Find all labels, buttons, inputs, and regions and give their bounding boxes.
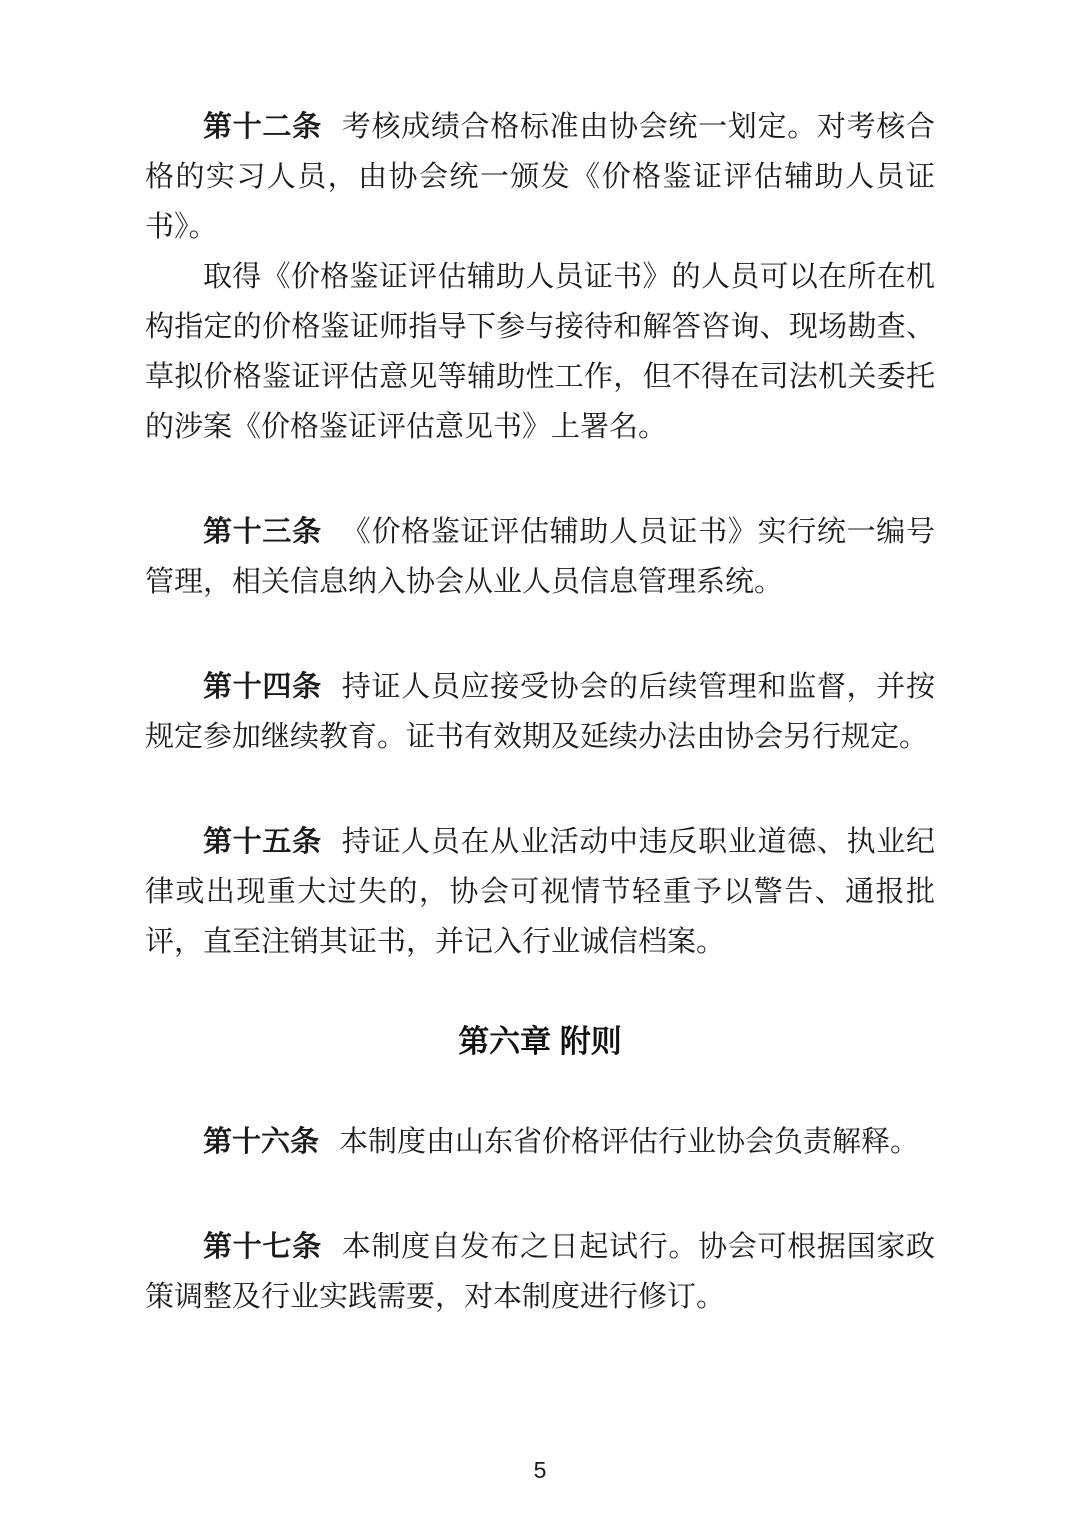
chapter-heading: 第六章 附则 <box>458 1024 622 1059</box>
page-number: 5 <box>533 1457 547 1483</box>
article-17-text: 本制度自发布之日起试行。协会可根据国家政策调整及行业实践需要，对本制度进行修订。 <box>145 1231 935 1313</box>
article-13-text: 《价格鉴证评估辅助人员证书》实行统一编号管理，相关信息纳入协会从业人员信息管理系统。 <box>145 516 935 598</box>
article-15-paragraph <box>145 817 935 967</box>
article-14-paragraph <box>145 662 935 762</box>
article-12-text: 考核成绩合格标准由协会统一划定。对考核合格的实习人员，由协会统一颁发《价格鉴证评估辅助人员证书》。 <box>145 111 935 243</box>
article-15-number: 第十五条 <box>203 826 322 858</box>
article-15-text: 持证人员在从业活动中违反职业道德、执业纪律或出现重大过失的，协会可视情节轻重予以警告、通报批评，直至注销其证书，并记入行业诚信档案。 <box>145 826 935 958</box>
article-17-number: 第十七条 <box>203 1231 322 1263</box>
article-13-paragraph <box>145 507 935 607</box>
document-body <box>145 0 935 1322</box>
article-12-continuation-text: 取得《价格鉴证评估辅助人员证书》的人员可以在所在机构指定的价格鉴证师指导下参与接待和解答咨询、现场勘查、草拟价格鉴证评估意见等辅助性工作，但不得在司法机关委托的涉案《价格鉴证评估意见书》上署名。 <box>145 261 935 443</box>
article-17-paragraph <box>145 1222 935 1322</box>
article-13-number: 第十三条 <box>203 516 322 548</box>
article-16-number: 第十六条 <box>203 1126 320 1158</box>
article-12-paragraph <box>145 102 935 252</box>
article-14-number: 第十四条 <box>203 671 322 703</box>
article-16-paragraph <box>145 1117 935 1167</box>
article-14-text: 持证人员应接受协会的后续管理和监督，并按规定参加继续教育。证书有效期及延续办法由协会另行规定。 <box>145 671 935 753</box>
article-12-number: 第十二条 <box>203 111 322 143</box>
article-12-continuation-paragraph <box>145 252 935 452</box>
article-16-text: 本制度由山东省价格评估行业协会负责解释。 <box>339 1126 920 1158</box>
